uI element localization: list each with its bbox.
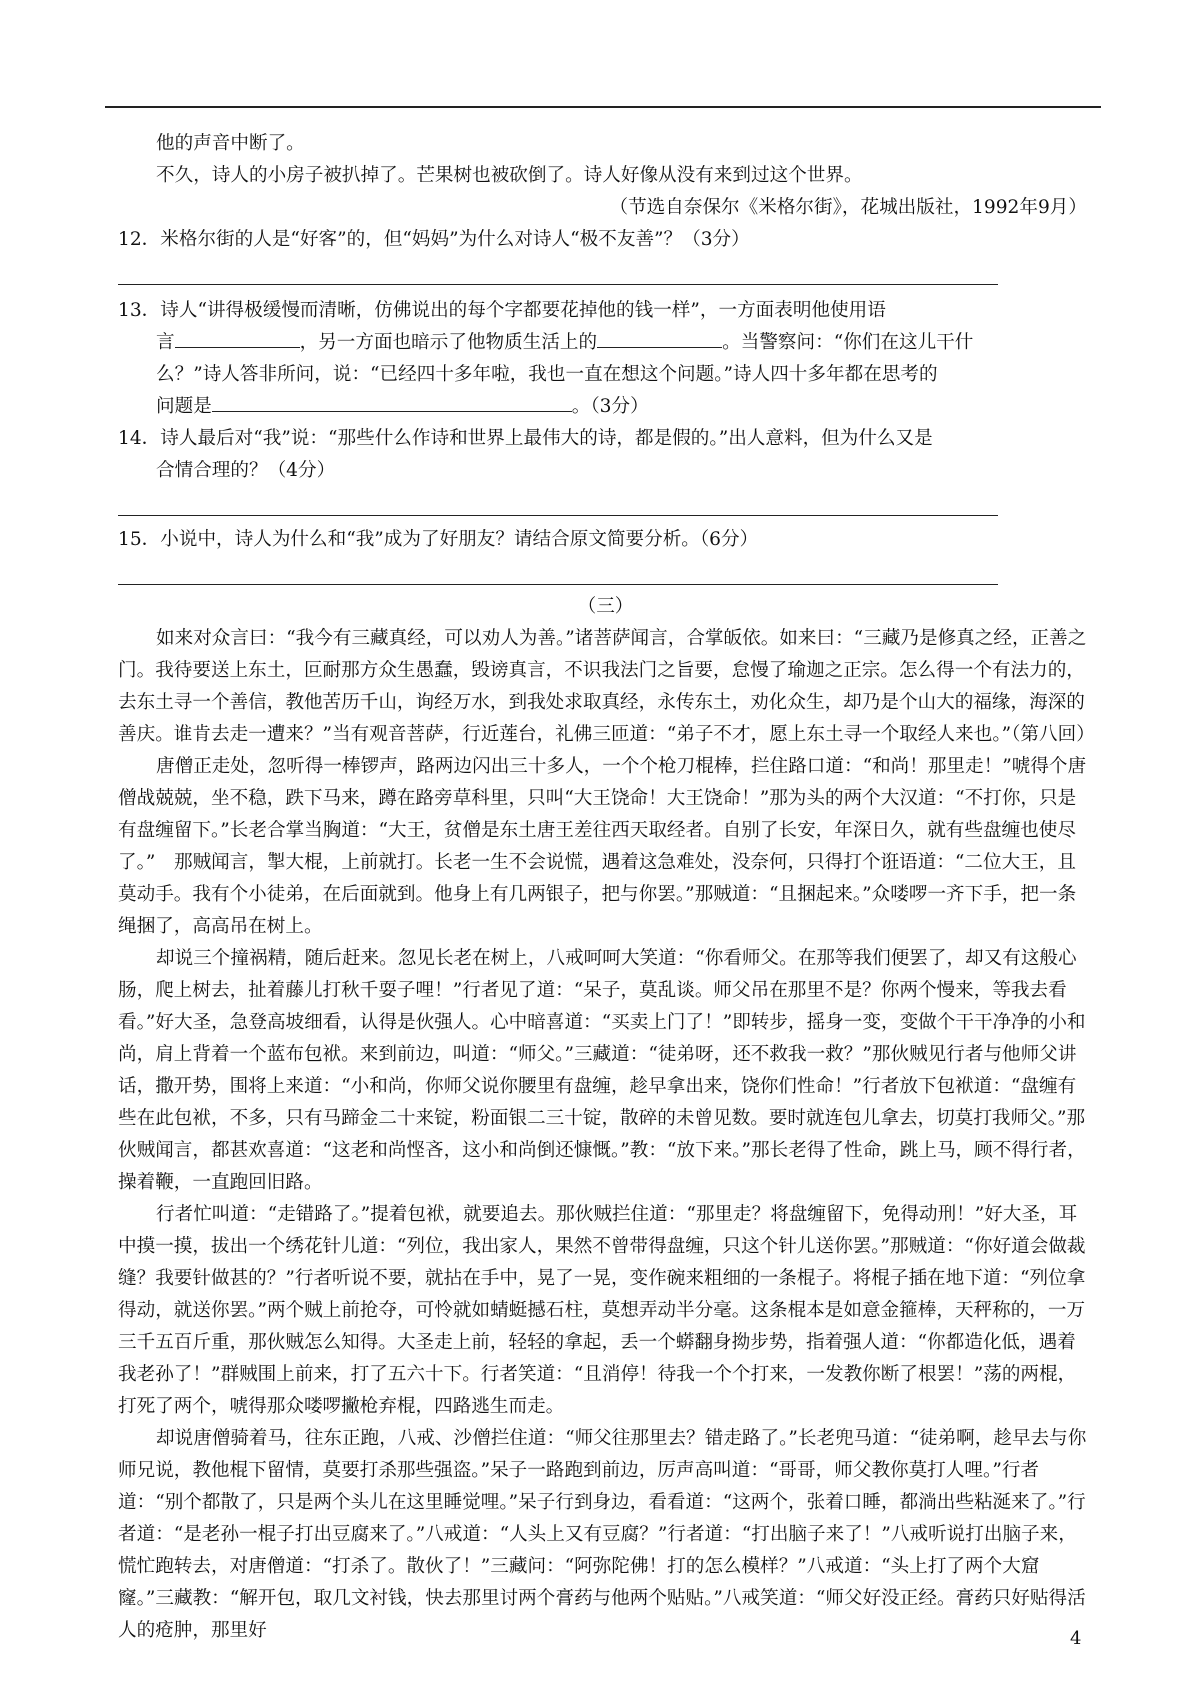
page-content (118, 128, 1093, 1647)
blank-13b[interactable] (597, 327, 722, 348)
blank-13a[interactable] (175, 327, 300, 348)
question-13-line3: 么？”诗人答非所问，说：“已经四十多年啦，我也一直在想这个问题。”诗人四十多年都在思考的 (156, 364, 938, 385)
section-title: （三） (577, 596, 634, 617)
story-line: 不久，诗人的小房子被扒掉了。芒果树也被砍倒了。诗人好像从没有来到过这个世界。 (156, 165, 863, 186)
answer-line-14[interactable] (118, 487, 998, 516)
paragraph: 却说三个撞祸精，随后赶来。忽见长老在树上，八戒呵呵大笑道：“你看师父。在那等我们便罢了，却又有这般心肠，爬上树去，扯着藤儿打秋千耍子哩！”行者见了道：“呆子，莫乱谈。师父吊在那里不是？你两个慢来，等我去看看。”好大圣，急登高坡细看，认得是伙强人。心中暗喜道：“买卖上门了！”即转步，摇身一变，变做个干干净净的小和尚，肩上背着一个蓝布包袱。来到前边，叫道：“师父。”三藏道：“徒弟呀，还不救我一救？”那伙贼见行者与他师父讲话，撒开势，围将上来道：“小和尚，你师父说你腰里有盘缠，趁早拿出来，饶你们性命！”行者放下包袱道：“盘缠有些在此包袱，不多，只有马蹄金二十来锭，粉面银二三十锭，散碎的未曾见数。要时就连包儿拿去，切莫打我师父。”那伙贼闻言，都甚欢喜道：“这老和尚悭吝，这小和尚倒还慷慨。”教：“放下来。”那长老得了性命，跳上马，顾不得行者，操着鞭，一直跑回旧路。 (118, 948, 1086, 1193)
answer-line-12[interactable] (118, 256, 998, 285)
question-13-line2: 言 ，另一方面也暗示了他物质生活上的 。当警察问：“你们在这儿干什 (156, 327, 1093, 359)
question-15: 15．小说中，诗人为什么和“我”成为了好朋友？请结合原文简要分析。（6分） (118, 529, 759, 550)
question-13: 13．诗人“讲得极缓慢而清晰，仿佛说出的每个字都要花掉他的钱一样”，一方面表明他使用语 (118, 300, 886, 321)
paragraph: 唐僧正走处，忽听得一棒锣声，路两边闪出三十多人，一个个枪刀棍棒，拦住路口道：“和尚！那里走！”唬得个唐僧战兢兢，坐不稳，跌下马来，蹲在路旁草科里，只叫“大王饶命！大王饶命！”那为头的两个大汉道：“不打你，只是有盘缠留下。”长老合掌当胸道：“大王，贫僧是东土唐王差往西天取经者。自别了长安，年深日久，就有些盘缠也使尽了。” 那贼闻言，掣大棍，上前就打。长老一生不会说慌，遇着这急难处，没奈何，只得打个诳语道：“二位大王，且莫动手。我有个小徒弟，在后面就到。他身上有几两银子，把与你罢。”那贼道：“且捆起来。”众喽啰一齐下手，把一条绳捆了，高高吊在树上。 (118, 756, 1087, 937)
page-number: 4 (1070, 1628, 1082, 1649)
question-12: 12．米格尔街的人是“好客”的，但“妈妈”为什么对诗人“极不友善”？（3分） (118, 229, 750, 250)
paragraph: 如来对众言曰：“我今有三藏真经，可以劝人为善。”诸菩萨闻言，合掌皈依。如来曰：“三藏乃是修真之经，正善之门。我待要送上东土，叵耐那方众生愚蠢，毁谤真言，不识我法门之旨要，怠慢了瑜迦之正宗。怎么得一个有法力的，去东土寻一个善信，教他苦历千山，询经万水，到我处求取真经，永传东土，劝化众生，却乃是个山大的福缘，海深的善庆。谁肯去走一遭来？”当有观音菩萨，行近莲台，礼佛三匝道：“弟子不才，愿上东土寻一个取经人来也。”（第八回） (118, 628, 1095, 745)
header-rule (105, 106, 1101, 108)
story-line: 他的声音中断了。 (156, 133, 305, 154)
paragraph: 行者忙叫道：“走错路了。”提着包袱，就要追去。那伙贼拦住道：“那里走？将盘缠留下，免得动刑！”好大圣，耳中摸一摸，拔出一个绣花针儿道：“列位，我出家人，果然不曾带得盘缠，只这个针儿送你罢。”那贼道：“你好道会做裁缝？我要针做甚的？”行者听说不要，就拈在手中，晃了一晃，变作碗来粗细的一条棍子。将棍子插在地下道：“列位拿得动，就送你罢。”两个贼上前抢夺，可怜就如蜻蜓撼石柱，莫想弄动半分毫。这条棍本是如意金箍棒，天秤称的，一万三千五百斤重，那伙贼怎么知得。大圣走上前，轻轻的拿起，丢一个蟒翻身拗步势，指着强人道：“你都造化低，遇着我老孙了！”群贼围上前来，打了五六十下。行者笑道：“且消停！待我一个个打来，一发教你断了根罢！”荡的两棍，打死了两个，唬得那众喽啰撇枪弃棍，四路逃生而走。 (118, 1204, 1086, 1417)
answer-line-15[interactable] (118, 556, 998, 585)
question-13-line4: 问题是 。（3分） (156, 391, 1093, 423)
question-14-line2: 合情合理的？（4分） (156, 460, 336, 481)
question-14: 14．诗人最后对“我”说：“那些什么作诗和世界上最伟大的诗，都是假的。”出人意料，但为什么又是 (118, 428, 933, 449)
paragraph: 却说唐僧骑着马，往东正跑，八戒、沙僧拦住道：“师父往那里去？错走路了。”长老兜马道：“徒弟啊，趁早去与你师兄说，教他棍下留情，莫要打杀那些强盗。”呆子一路跑到前边，厉声高叫道：“哥哥，师父教你莫打人哩。”行者道：“别个都散了，只是两个头儿在这里睡觉哩。”呆子行到身边，看看道：“这两个，张着口睡，都淌出些粘涎来了。”行者道：“是老孙一棍子打出豆腐来了。”八戒道：“人头上又有豆腐？”行者道：“打出脑子来了！”八戒听说打出脑子来，慌忙跑转去，对唐僧道：“打杀了。散伙了！”三藏问：“阿弥陀佛！打的怎么模样？”八戒道：“头上打了两个大窟窿。”三藏教：“解开包，取几文衬钱，快去那里讨两个膏药与他两个贴贴。”八戒笑道：“师父好没正经。膏药只好贴得活人的疮肿，那里好 (118, 1428, 1087, 1641)
blank-13c[interactable] (212, 391, 572, 412)
source-citation: （节选自奈保尔《米格尔街》，花城出版社，1992年9月） (609, 197, 1087, 218)
